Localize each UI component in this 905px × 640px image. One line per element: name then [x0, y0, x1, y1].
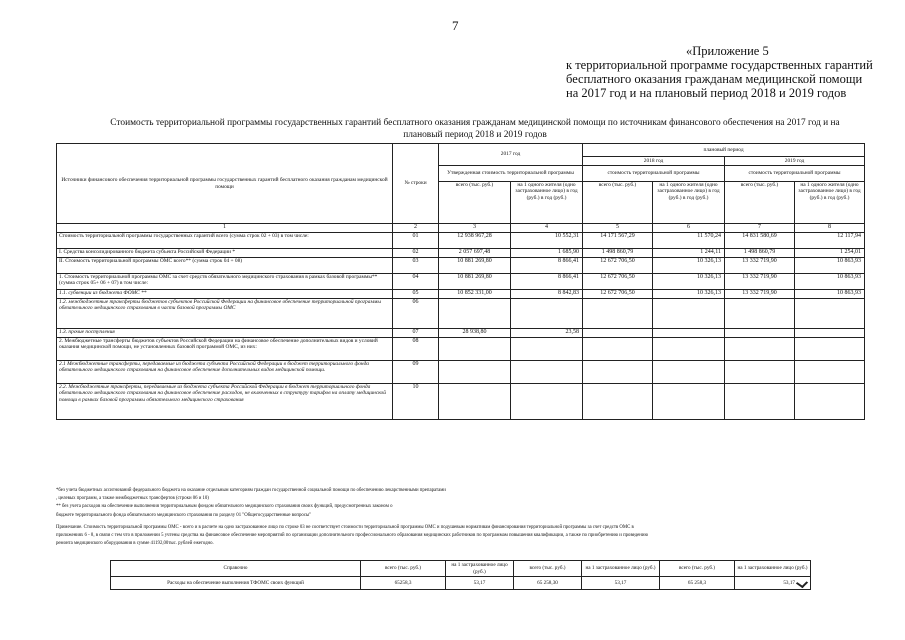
row-label: 2. Межбюджетные трансферты бюджетов субъектов Российской Федерации на финансовое обеспечение дополнительных видов и условий оказания медицинской помощи, не установленных базовой программой ОМС, из них: [57, 338, 393, 361]
table-row [57, 274, 865, 290]
ref-header-per-capita-2017: на 1 застрахованное лицо (руб.) [446, 561, 514, 577]
header-total-2017: всего (тыс. руб.) [439, 182, 511, 224]
ref-header-total-2018: всего (тыс. руб.) [514, 561, 582, 577]
financing-table [56, 143, 865, 420]
row-value [653, 384, 725, 420]
col-number: 1 [57, 224, 393, 233]
row-number: 05 [393, 290, 439, 299]
row-value: 23,58 [511, 329, 583, 338]
row-value: 1 498 860,79 [583, 249, 653, 258]
table-row [57, 299, 865, 329]
note-remark-end: ремонта медицинского оборудования в сумме 41192,00тыс. рублей ежегодно. [56, 541, 214, 547]
col-number: 5 [583, 224, 653, 233]
row-value: 8 866,41 [511, 274, 583, 290]
table-row [57, 384, 865, 420]
footnote-1: *без учета бюджетных ассигнований федерального бюджета на оказание отдельным категориям граждан государственной социальной помощи по обеспечению лекарственными препаратами [56, 488, 446, 493]
row-value [725, 329, 795, 338]
row-number: 09 [393, 361, 439, 384]
row-value: 10 863,93 [795, 258, 865, 274]
row-number: 02 [393, 249, 439, 258]
row-value [439, 361, 511, 384]
ref-total-2018: 65 258,30 [514, 577, 582, 590]
row-label: 1.2. межбюджетные трансферты бюджетов субъектов Российской Федерации на финансовое обеспечение территориальной программы обязательного медицинского страхования в части базовой программы ОМС [57, 299, 393, 329]
row-number: 10 [393, 384, 439, 420]
row-value: 1 685,90 [511, 249, 583, 258]
ref-per-capita-2019: 53,17 [783, 580, 795, 587]
row-value [511, 338, 583, 361]
table-row [57, 290, 865, 299]
appendix-line-4: на 2017 год и на плановый период 2018 и 2019 годов [566, 86, 847, 100]
row-label: 1. Стоимость территориальной программы ОМС за счет средств обязательного медицинского страхования в рамках базовой программы** (сумма строк 05+ 06 + 07) в том числе: [57, 274, 393, 290]
appendix-header [566, 44, 886, 100]
document-title-line-1: Стоимость территориальной программы государственных гарантий бесплатного оказания гражданам медицинской помощи по источникам финансового обеспечения на 2017 год и на [110, 118, 840, 128]
table-body [57, 233, 865, 420]
table-row [57, 338, 865, 361]
row-label: 1.1. субвенции из бюджета ФОМС ** [57, 290, 393, 299]
row-value [583, 338, 653, 361]
footnote-2: ** без учета расходов на обеспечение выполнения территориальным фондом обязательного медицинского страхования своих функций, предусмотренных законом о [56, 504, 393, 510]
row-value: 12 672 706,50 [583, 274, 653, 290]
appendix-line-1: «Приложение 5 [686, 44, 769, 58]
table-row [57, 233, 865, 249]
col-number: 4 [511, 224, 583, 233]
ref-header-label: Справочно [111, 561, 361, 577]
row-number: 08 [393, 338, 439, 361]
row-value: 8 842,83 [511, 290, 583, 299]
row-value [725, 299, 795, 329]
row-value: 2 057 697,48 [439, 249, 511, 258]
row-value: 1 254,01 [795, 249, 865, 258]
document-title [95, 117, 855, 141]
row-value [583, 361, 653, 384]
row-value: 13 332 719,90 [725, 290, 795, 299]
document-title-line-2: плановый период 2018 и 2019 годов [403, 130, 547, 140]
header-cost-2018: стоимость территориальной программы [583, 166, 725, 182]
row-value: 10 863,93 [795, 290, 865, 299]
col-number: 3 [439, 224, 511, 233]
col-number: 8 [795, 224, 865, 233]
row-value [795, 329, 865, 338]
row-value: 10 881 269,80 [439, 274, 511, 290]
row-value: 10 326,13 [653, 258, 725, 274]
column-number-row [57, 224, 865, 233]
row-value: 10 863,93 [795, 274, 865, 290]
footnote-2-continued: бюджете территориального фонда обязательного медицинского страхования по разделу 01 "Общегосударственные вопросы" [56, 512, 312, 518]
row-value: 13 332 719,90 [725, 258, 795, 274]
row-number: 04 [393, 274, 439, 290]
header-total-2019: всего (тыс. руб.) [725, 182, 795, 224]
ref-header-total-2017: всего (тыс. руб.) [361, 561, 446, 577]
header-approved-cost: Утвержденная стоимость территориальной программы [439, 166, 583, 182]
col-number: 2 [393, 224, 439, 233]
row-number: 07 [393, 329, 439, 338]
row-value: 14 171 567,29 [583, 233, 653, 249]
row-value: 11 570,24 [653, 233, 725, 249]
row-value: 10 881 269,80 [439, 258, 511, 274]
ref-row-label: Расходы на обеспечение выполнения ТФОМС своих функций [111, 577, 361, 590]
row-value [725, 384, 795, 420]
header-source: Источники финансового обеспечения территориальной программы государственных гарантий бесплатного оказания гражданам медицинской помощи [57, 144, 393, 224]
table-row [57, 249, 865, 258]
row-value: 10 552,31 [511, 233, 583, 249]
row-value [653, 361, 725, 384]
row-value: 12 672 706,50 [583, 258, 653, 274]
row-label: I. Средства консолидированного бюджета субъекта Российской Федерации * [57, 249, 393, 258]
table-row [57, 361, 865, 384]
checkmark-icon [796, 578, 808, 588]
note-remark-continued: приложениях 6 - 8, в связи с тем что в приложении 5 учтены средства на финансовое обеспечение мероприятий по организации дополнительного профессионального образования медицинских работников по программам повышения квалификации, а также по приобретению и проведению [56, 533, 649, 539]
row-value [653, 329, 725, 338]
header-per-capita-2019: на 1 одного жителя (одно застрахованное лицо) в год (руб.) в год (руб.) [795, 182, 865, 224]
page-number: 7 [452, 18, 459, 33]
ref-per-capita-2017: 53,17 [446, 577, 514, 590]
row-value: 1 244,11 [653, 249, 725, 258]
ref-per-capita-2019-cell [735, 577, 811, 590]
ref-header-total-2019: всего (тыс. руб.) [660, 561, 735, 577]
row-value: 8 866,41 [511, 258, 583, 274]
header-per-capita-2018: на 1 одного жителя (одно застрахованное лицо) в год (руб.) в год (руб.) [653, 182, 725, 224]
row-value [511, 299, 583, 329]
row-value [583, 384, 653, 420]
row-value: 10 326,13 [653, 274, 725, 290]
row-value: 1 498 860,79 [725, 249, 795, 258]
note-remark: Примечание. Стоимость территориальной программы ОМС - всего и в расчете на одно застрахованное лицо по строке 03 не соответствует стоимости территориальной программы ОМС и подушевым нормативам финансирования территориальной программы за счет средств ОМС в [56, 524, 634, 530]
row-value: 13 332 719,90 [725, 274, 795, 290]
row-value: 12 672 706,50 [583, 290, 653, 299]
row-value: 14 831 580,69 [725, 233, 795, 249]
header-2018: 2018 год [583, 157, 725, 166]
col-number: 6 [653, 224, 725, 233]
reference-table [110, 560, 811, 590]
col-number: 7 [725, 224, 795, 233]
header-total-2018: всего (тыс. руб.) [583, 182, 653, 224]
row-value [439, 384, 511, 420]
header-row-no: № строки [393, 144, 439, 224]
row-number: 06 [393, 299, 439, 329]
ref-header-per-capita-2019: на 1 застрахованное лицо (руб.) [735, 561, 811, 577]
row-number: 03 [393, 258, 439, 274]
row-value [653, 338, 725, 361]
row-label: 2.2. Межбюджетные трансферты, передаваемые из бюджета субъекта Российской Федерации в бюджет территориального фонда обязательного медицинского страхования на финансовое обеспечение расходов, не включенных в структуру тарифов на оплату медицинской помощи в рамках базовой программы обязательного медицинского страхования [57, 384, 393, 420]
row-value [795, 338, 865, 361]
row-label: 1.3. прочие поступления [57, 329, 393, 338]
appendix-line-2: к территориальной программе государственных гарантий [566, 58, 873, 72]
row-label: 2.1 Межбюджетные трансферты, передаваемые из бюджета субъекта Российской Федерации в бюджет территориального фонда обязательного медицинского страхования на финансовое обеспечение дополнительных видов медицинской помощи. [57, 361, 393, 384]
row-label: II. Стоимость территориальной программы ОМС всего** (сумма строк 04 + 08) [57, 258, 393, 274]
row-value: 10 852 331,00 [439, 290, 511, 299]
header-cost-2019: стоимость территориальной программы [725, 166, 865, 182]
ref-per-capita-2018: 53,17 [582, 577, 660, 590]
ref-header-per-capita-2018: на 1 застрахованное лицо (руб.) [582, 561, 660, 577]
row-value: 12 938 967,28 [439, 233, 511, 249]
row-value [653, 299, 725, 329]
ref-total-2019: 65 258,3 [660, 577, 735, 590]
row-label: Стоимость территориальной программы государственных гарантий всего (сумма строк 02 + 03) в том числе: [57, 233, 393, 249]
row-value: 12 117,94 [795, 233, 865, 249]
row-value [583, 299, 653, 329]
row-value [439, 299, 511, 329]
footnotes [56, 487, 864, 548]
ref-total-2017: 65258,3 [361, 577, 446, 590]
appendix-line-3: бесплатного оказания гражданам медицинской помощи [566, 72, 863, 86]
row-value [511, 361, 583, 384]
row-value [511, 384, 583, 420]
row-value: 28 938,80 [439, 329, 511, 338]
header-planned: плановый период [583, 144, 865, 157]
footnote-1-continued: , целевых программ, а также межбюджетных трансфертов (строки 06 и 10) [56, 496, 209, 502]
row-value [725, 338, 795, 361]
row-value [439, 338, 511, 361]
row-value [795, 361, 865, 384]
table-row [57, 329, 865, 338]
header-2017: 2017 год [439, 144, 583, 166]
row-value [725, 361, 795, 384]
header-2019: 2019 год [725, 157, 865, 166]
header-per-capita-2017: на 1 одного жителя (одно застрахованное лицо) в год (руб.) в год (руб.) [511, 182, 583, 224]
row-value [583, 329, 653, 338]
row-value: 10 326,13 [653, 290, 725, 299]
row-value [795, 299, 865, 329]
row-value [795, 384, 865, 420]
table-row [57, 258, 865, 274]
row-number: 01 [393, 233, 439, 249]
